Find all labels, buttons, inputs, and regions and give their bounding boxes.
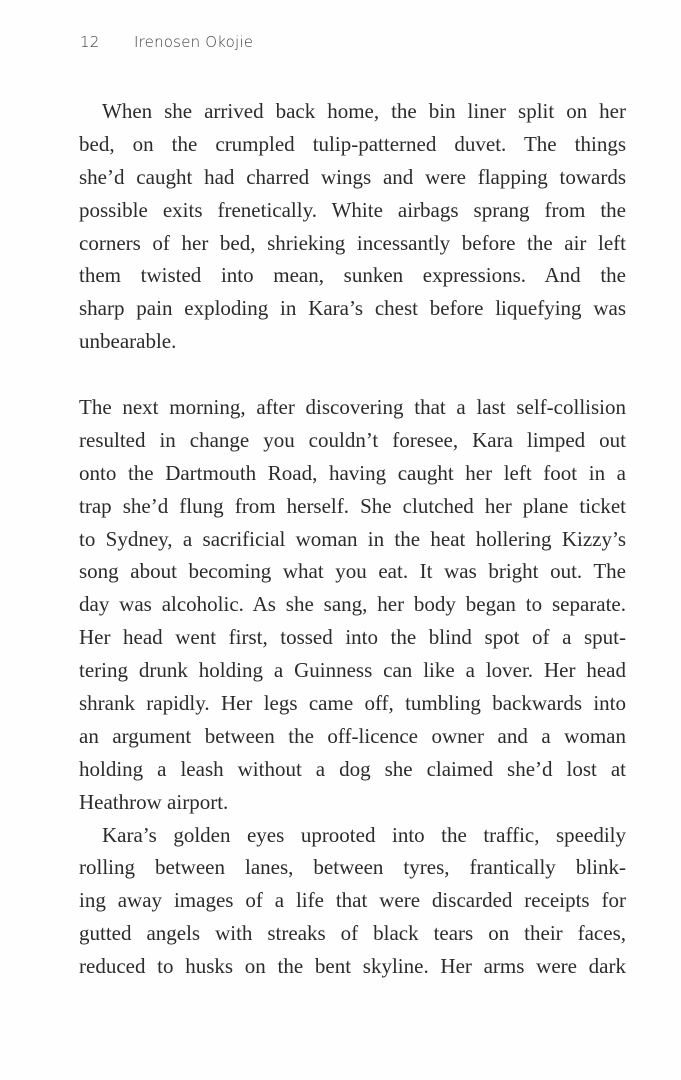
text-line: holding a leash without a dog she claimed she’d lost at bbox=[79, 756, 626, 781]
text-line: she’d caught had charred wings and were flapping towards bbox=[79, 164, 626, 189]
running-head bbox=[80, 33, 253, 51]
section-break bbox=[79, 358, 626, 391]
text-line: an argument between the off-licence owner and a woman bbox=[79, 723, 626, 748]
page-number: 12 bbox=[80, 33, 100, 51]
text-line: possible exits frenetically. White airbags sprang from the bbox=[79, 197, 626, 222]
text-line: resulted in change you couldn’t foresee, Kara limped out bbox=[79, 427, 626, 452]
text-line: song about becoming what you eat. It was bright out. The bbox=[79, 559, 626, 584]
text-line: onto the Dartmouth Road, having caught her left foot in a bbox=[79, 460, 626, 485]
text-line: The next morning, after discovering that a last self-collision bbox=[79, 395, 626, 420]
author-name: Irenosen Okojie bbox=[134, 33, 254, 51]
text-line: bed, on the crumpled tulip-patterned duvet. The things bbox=[79, 131, 626, 156]
text-line: gutted angels with streaks of black tears on their faces, bbox=[79, 921, 626, 946]
text-line: When she arrived back home, the bin liner split on her bbox=[102, 99, 626, 123]
text-line: Her head went first, tossed into the blind spot of a sput- bbox=[79, 625, 626, 650]
text-line: corners of her bed, shrieking incessantly before the air left bbox=[79, 230, 626, 255]
text-line: unbearable. bbox=[79, 329, 177, 354]
text-line: Kara’s golden eyes uprooted into the traffic, speedily bbox=[102, 822, 626, 847]
text-line: trap she’d flung from herself. She clutched her plane ticket bbox=[79, 493, 626, 518]
paragraph bbox=[79, 391, 626, 819]
text-line: Heathrow airport. bbox=[79, 789, 229, 814]
text-line: rolling between lanes, between tyres, frantically blink- bbox=[79, 855, 626, 880]
text-line: them twisted into mean, sunken expressions. And the bbox=[79, 263, 626, 288]
text-line: shrank rapidly. Her legs came off, tumbling backwards into bbox=[79, 691, 626, 716]
paragraph bbox=[79, 819, 626, 983]
body-text bbox=[79, 95, 626, 983]
paragraph bbox=[79, 95, 626, 358]
text-line: tering drunk holding a Guinness can like a lover. Her head bbox=[79, 658, 626, 683]
text-line: to Sydney, a sacrificial woman in the heat hollering Kizzy’s bbox=[79, 526, 626, 551]
text-line: sharp pain exploding in Kara’s chest before liquefying was bbox=[79, 296, 626, 321]
text-line: day was alcoholic. As she sang, her body began to separate. bbox=[79, 592, 626, 617]
text-line: ing away images of a life that were discarded receipts for bbox=[79, 888, 626, 913]
text-line: reduced to husks on the bent skyline. Her arms were dark bbox=[79, 954, 626, 979]
